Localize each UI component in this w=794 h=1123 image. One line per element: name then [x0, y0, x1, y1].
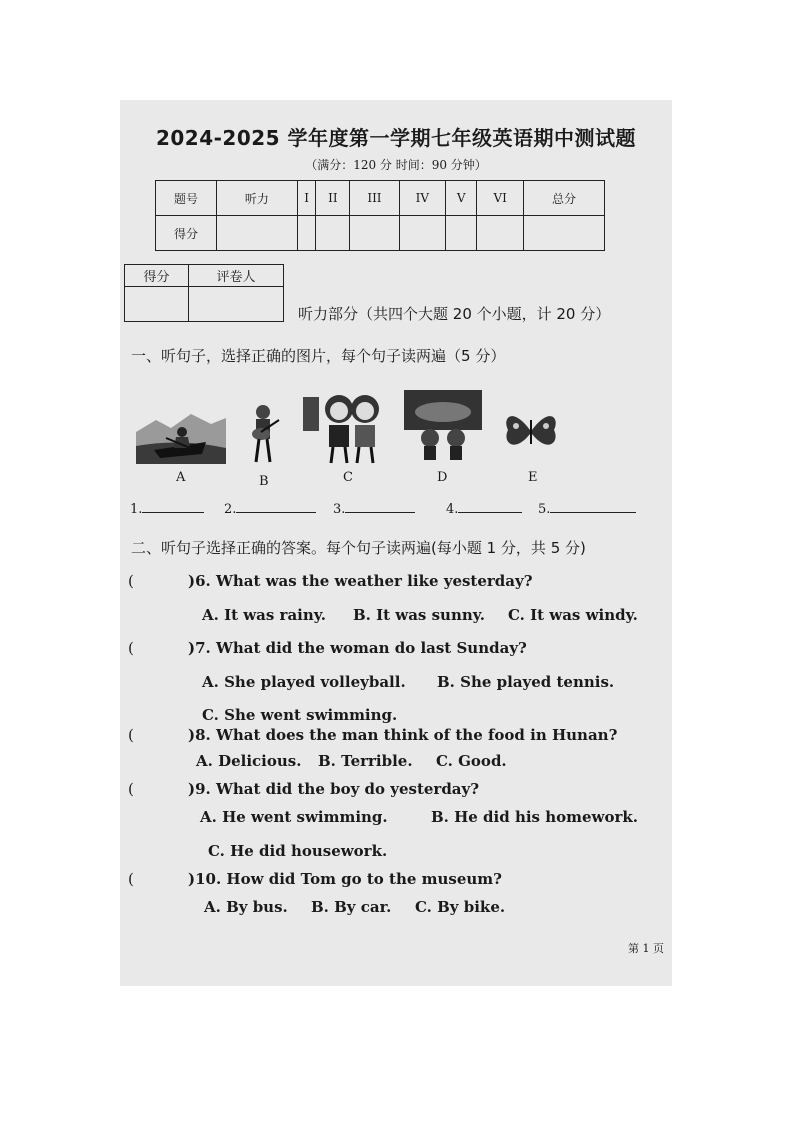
- picture-b-guitar-player: [243, 402, 283, 470]
- option: C. She went swimming.: [202, 706, 398, 724]
- picture-a-boat: [136, 402, 226, 464]
- option: C. By bike.: [415, 898, 506, 916]
- picture-e-butterfly: [502, 404, 560, 458]
- blank-number: 5.: [538, 502, 551, 517]
- option: C. Good.: [436, 752, 507, 770]
- option: C. He did housework.: [208, 842, 388, 860]
- picture-label: C: [343, 470, 353, 485]
- picture-label: E: [528, 470, 538, 485]
- listening-part-title: 听力部分（共四个大题 20 个小题，计 20 分）: [298, 305, 611, 323]
- score-cell[interactable]: [477, 216, 524, 251]
- score-cell[interactable]: [524, 216, 605, 251]
- grader-table: [124, 264, 284, 322]
- score-row-label: 得分: [156, 216, 217, 251]
- question-9: )9. What did the boy do yesterday?: [188, 780, 480, 798]
- score-cell[interactable]: [399, 216, 446, 251]
- section2-title: 二、听句子选择正确的答案。每个句子读两遍(每小题 1 分，共 5 分): [131, 539, 586, 557]
- score-cell[interactable]: [316, 216, 350, 251]
- picture-label: B: [259, 474, 269, 489]
- grader-name-cell[interactable]: [189, 287, 284, 322]
- score-header-cell: I: [297, 181, 316, 216]
- score-header-cell: 题号: [156, 181, 217, 216]
- option: A. By bus.: [204, 898, 288, 916]
- answer-paren[interactable]: (: [128, 726, 134, 744]
- answer-blank-2[interactable]: [224, 502, 316, 517]
- picture-label: D: [437, 470, 448, 485]
- answer-blank-3[interactable]: [333, 502, 415, 517]
- question-10: )10. How did Tom go to the museum?: [188, 870, 502, 888]
- answer-paren[interactable]: (: [128, 639, 134, 657]
- blank-number: 1.: [130, 502, 143, 517]
- score-table: [155, 180, 605, 251]
- section1-title: 一、听句子，选择正确的图片，每个句子读两遍（5 分）: [131, 347, 506, 365]
- answer-blank-4[interactable]: [446, 502, 522, 517]
- grader-score-cell[interactable]: [125, 287, 189, 322]
- picture-c-children: [303, 387, 389, 467]
- score-cell[interactable]: [446, 216, 477, 251]
- page-number: 第 1 页: [628, 942, 664, 955]
- score-header-cell: V: [446, 181, 477, 216]
- option: B. She played tennis.: [437, 673, 615, 691]
- score-header-cell: II: [316, 181, 350, 216]
- picture-label: A: [176, 470, 186, 485]
- question-7: )7. What did the woman do last Sunday?: [188, 639, 527, 657]
- picture-d-kids-beach: [404, 390, 482, 466]
- option: B. Terrible.: [318, 752, 413, 770]
- option: A. He went swimming.: [200, 808, 388, 826]
- question-8: )8. What does the man think of the food in Hunan?: [188, 726, 618, 744]
- option: A. Delicious.: [196, 752, 302, 770]
- option: C. It was windy.: [508, 606, 638, 624]
- answer-paren[interactable]: (: [128, 572, 134, 590]
- answer-paren[interactable]: (: [128, 870, 134, 888]
- exam-title: 2024-2025 学年度第一学期七年级英语期中测试题: [155, 126, 637, 150]
- option: A. It was rainy.: [202, 606, 326, 624]
- option: B. He did his homework.: [431, 808, 638, 826]
- score-cell[interactable]: [217, 216, 298, 251]
- score-cell[interactable]: [350, 216, 399, 251]
- score-header-cell: VI: [477, 181, 524, 216]
- grader-score-header: 得分: [125, 265, 189, 287]
- blank-number: 4.: [446, 502, 459, 517]
- answer-blank-5[interactable]: [538, 502, 636, 517]
- score-header-cell: 听力: [217, 181, 298, 216]
- option: B. It was sunny.: [353, 606, 485, 624]
- answer-blank-1[interactable]: [130, 502, 204, 517]
- answer-paren[interactable]: (: [128, 780, 134, 798]
- grader-name-header: 评卷人: [189, 265, 284, 287]
- blank-number: 3.: [333, 502, 346, 517]
- exam-subtitle: （满分：120 分 时间：90 分钟）: [305, 158, 487, 172]
- question-6: )6. What was the weather like yesterday?: [188, 572, 533, 590]
- option: A. She played volleyball.: [202, 673, 406, 691]
- score-cell[interactable]: [297, 216, 316, 251]
- option: B. By car.: [311, 898, 392, 916]
- score-header-cell: III: [350, 181, 399, 216]
- score-header-cell: 总分: [524, 181, 605, 216]
- score-header-cell: IV: [399, 181, 446, 216]
- blank-number: 2.: [224, 502, 237, 517]
